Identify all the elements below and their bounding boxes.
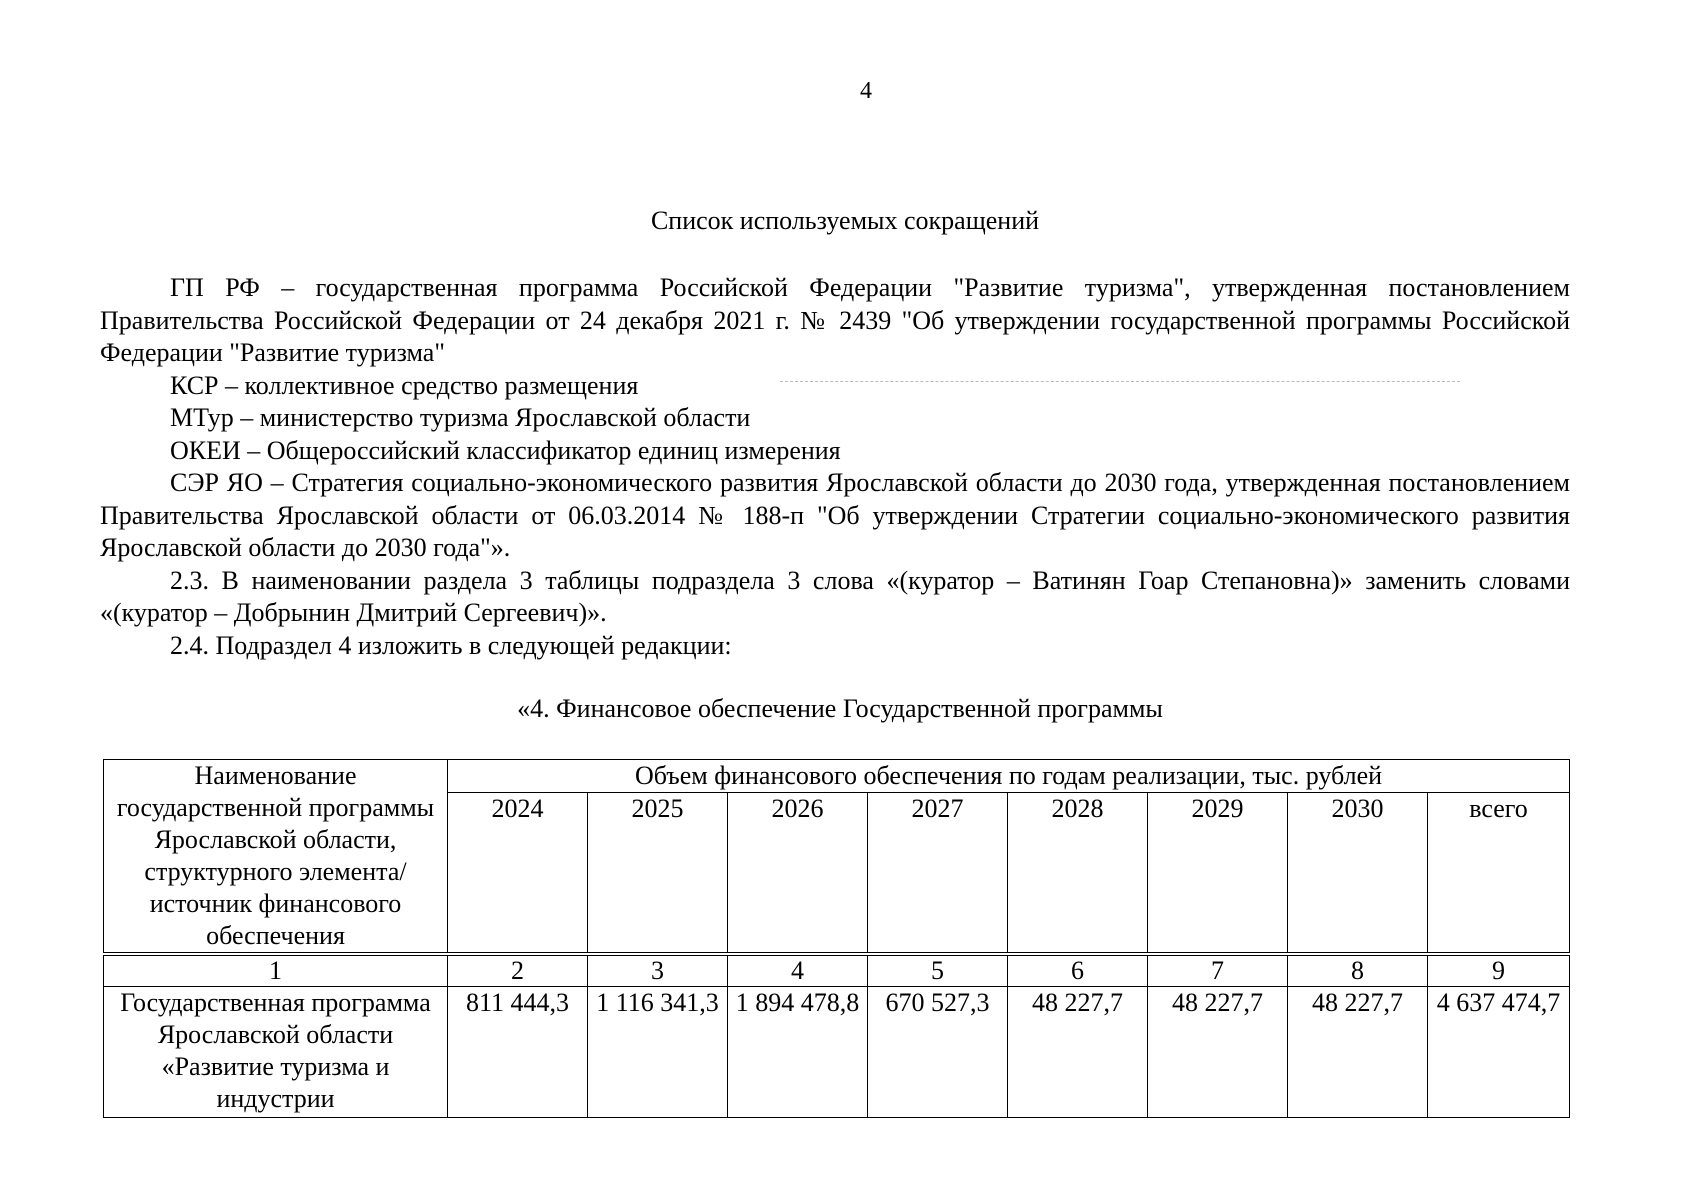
- year-header-2026: 2026: [728, 793, 868, 954]
- year-header-2027: 2027: [868, 793, 1008, 954]
- value-2027: 670 527,3: [868, 987, 1008, 1118]
- paragraph-gp-rf: ГП РФ – государственная программа Российской Федерации "Развитие туризма", утвержденная постановлением Правительства Российской Федерации от 24 декабря 2021 г. № 2439 "Об утверждении государственной программы Российской Федерации "Развитие туризма": [100, 273, 1570, 367]
- body-text: [100, 272, 1570, 662]
- value-2029: 48 227,7: [1148, 987, 1288, 1118]
- year-header-2030: 2030: [1288, 793, 1428, 954]
- value-2028: 48 227,7: [1008, 987, 1148, 1118]
- table-header-row: [104, 760, 1570, 793]
- page-number: 4: [860, 78, 872, 104]
- value-2030: 48 227,7: [1288, 987, 1428, 1118]
- column-number: 2: [448, 954, 588, 987]
- year-header-2025: 2025: [588, 793, 728, 954]
- abbreviations-title: Список используемых сокращений: [650, 206, 1040, 235]
- year-header-2024: 2024: [448, 793, 588, 954]
- paragraph-okei: ОКЕИ – Общероссийский классификатор единиц измерения: [170, 435, 841, 465]
- year-header-total: всего: [1428, 793, 1570, 954]
- column-number: 1: [104, 954, 448, 987]
- paragraph-2-3: 2.3. В наименовании раздела 3 таблицы подраздела 3 слова «(куратор – Ватинян Гоар Степановна)» заменить словами «(куратор – Добрынин Дмитрий Сергеевич)».: [100, 565, 1570, 627]
- year-header-2029: 2029: [1148, 793, 1288, 954]
- column-number-row: [104, 954, 1570, 987]
- column-number: 9: [1428, 954, 1570, 987]
- paragraph-2-4: 2.4. Подраздел 4 изложить в следующей редакции:: [170, 630, 732, 660]
- volume-group-header: Объем финансового обеспечения по годам реализации, тыс. рублей: [448, 760, 1570, 793]
- paragraph-ser-yao: СЭР ЯО – Стратегия социально-экономического развития Ярославской области до 2030 года, утвержденная постановлением Правительства Ярославской области от 06.03.2014 № 188-п "Об утверждении Стратегии социально-экономического развития Ярославской области до 2030 года"».: [100, 468, 1570, 562]
- financing-table: [103, 759, 1570, 1118]
- column-number: 4: [728, 954, 868, 987]
- row-name: Государственная программа Ярославской области «Развитие туризма и индустрии: [104, 987, 448, 1118]
- financing-title: «4. Финансовое обеспечение Государственной программы: [517, 694, 1163, 723]
- value-total: 4 637 474,7: [1428, 987, 1570, 1118]
- paragraph-ksr: КСР – коллективное средство размещения: [170, 370, 639, 400]
- value-2026: 1 894 478,8: [728, 987, 868, 1118]
- paragraph-mtur: МТур – министерство туризма Ярославской области: [170, 403, 751, 432]
- year-header-2028: 2028: [1008, 793, 1148, 954]
- value-2024: 811 444,3: [448, 987, 588, 1118]
- column-number: 8: [1288, 954, 1428, 987]
- column-number: 6: [1008, 954, 1148, 987]
- table-row: [104, 987, 1570, 1118]
- column-number: 7: [1148, 954, 1288, 987]
- column-number: 3: [588, 954, 728, 987]
- value-2025: 1 116 341,3: [588, 987, 728, 1118]
- column-number: 5: [868, 954, 1008, 987]
- name-column-header: Наименование государственной программы Ярославской области, структурного элемента/ источник финансового обеспечения: [104, 760, 448, 955]
